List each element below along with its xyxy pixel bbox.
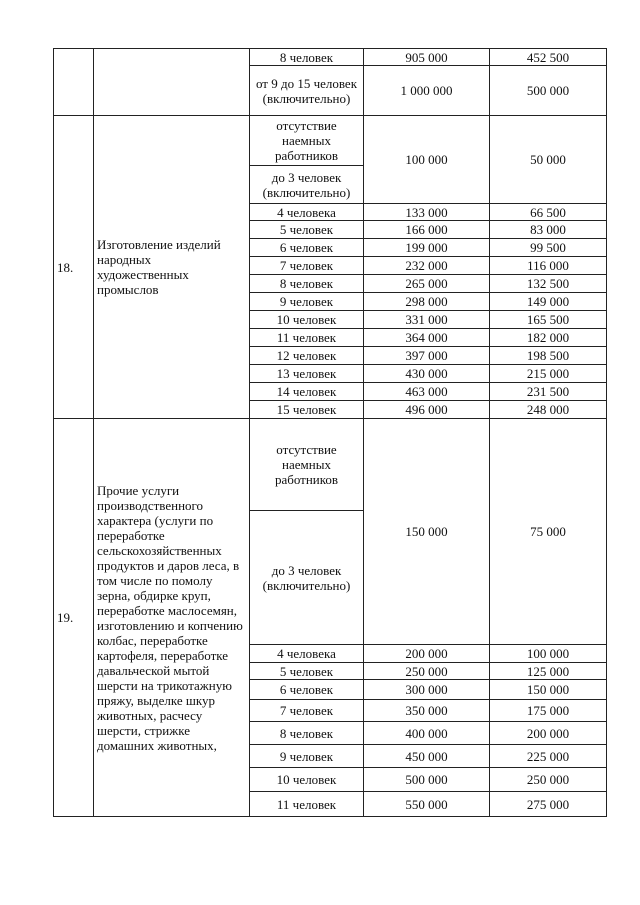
employees-cell: 6 человек xyxy=(250,680,364,700)
employees-cell: 9 человек xyxy=(250,745,364,768)
employees-cell: 11 человек xyxy=(250,329,364,347)
employees-cell: 12 человек xyxy=(250,347,364,365)
item-name: Изготовление изделий народных художественных промыслов xyxy=(94,116,250,419)
employees-cell: 8 человек xyxy=(250,275,364,293)
half-amount-cell: 248 000 xyxy=(490,401,607,419)
employees-cell: до 3 человек (включительно) xyxy=(250,511,364,645)
amount-cell: 200 000 xyxy=(364,645,490,663)
employees-cell: 6 человек xyxy=(250,239,364,257)
amount-cell: 463 000 xyxy=(364,383,490,401)
half-amount-cell: 50 000 xyxy=(490,116,607,204)
employees-cell: отсутствие наемных работников xyxy=(250,419,364,511)
tariff-table xyxy=(53,48,607,817)
employees-cell: 11 человек xyxy=(250,792,364,817)
half-amount-cell: 175 000 xyxy=(490,700,607,722)
amount-cell: 265 000 xyxy=(364,275,490,293)
amount-cell: 300 000 xyxy=(364,680,490,700)
amount-cell: 331 000 xyxy=(364,311,490,329)
amount-cell: 364 000 xyxy=(364,329,490,347)
employees-cell: 15 человек xyxy=(250,401,364,419)
employees-cell: 8 человек xyxy=(250,49,364,66)
half-amount-cell: 182 000 xyxy=(490,329,607,347)
half-amount-cell: 100 000 xyxy=(490,645,607,663)
employees-cell: 5 человек xyxy=(250,663,364,680)
half-amount-cell: 149 000 xyxy=(490,293,607,311)
amount-cell: 1 000 000 xyxy=(364,66,490,116)
amount-cell: 400 000 xyxy=(364,722,490,745)
item-number: 19. xyxy=(54,419,94,817)
amount-cell: 550 000 xyxy=(364,792,490,817)
employees-cell: от 9 до 15 человек (включительно) xyxy=(250,66,364,116)
half-amount-cell: 66 500 xyxy=(490,204,607,221)
half-amount-cell: 132 500 xyxy=(490,275,607,293)
half-amount-cell: 250 000 xyxy=(490,768,607,792)
half-amount-cell: 275 000 xyxy=(490,792,607,817)
amount-cell: 150 000 xyxy=(364,419,490,645)
employees-cell: 9 человек xyxy=(250,293,364,311)
amount-cell: 450 000 xyxy=(364,745,490,768)
amount-cell: 397 000 xyxy=(364,347,490,365)
half-amount-cell: 116 000 xyxy=(490,257,607,275)
employees-cell: 7 человек xyxy=(250,700,364,722)
half-amount-cell: 165 500 xyxy=(490,311,607,329)
amount-cell: 166 000 xyxy=(364,221,490,239)
half-amount-cell: 150 000 xyxy=(490,680,607,700)
item-number-cell xyxy=(54,49,94,116)
amount-cell: 298 000 xyxy=(364,293,490,311)
amount-cell: 100 000 xyxy=(364,116,490,204)
employees-cell: отсутствие наемных работников xyxy=(250,116,364,166)
half-amount-cell: 225 000 xyxy=(490,745,607,768)
amount-cell: 350 000 xyxy=(364,700,490,722)
employees-cell: 4 человека xyxy=(250,204,364,221)
employees-cell: 4 человека xyxy=(250,645,364,663)
employees-cell: 7 человек xyxy=(250,257,364,275)
table-row xyxy=(54,49,607,66)
employees-cell: 10 человек xyxy=(250,311,364,329)
half-amount-cell: 125 000 xyxy=(490,663,607,680)
half-amount-cell: 198 500 xyxy=(490,347,607,365)
amount-cell: 496 000 xyxy=(364,401,490,419)
half-amount-cell: 452 500 xyxy=(490,49,607,66)
employees-cell: 14 человек xyxy=(250,383,364,401)
table-row xyxy=(54,116,607,166)
half-amount-cell: 99 500 xyxy=(490,239,607,257)
employees-cell: до 3 человек (включительно) xyxy=(250,166,364,204)
amount-cell: 199 000 xyxy=(364,239,490,257)
amount-cell: 430 000 xyxy=(364,365,490,383)
amount-cell: 133 000 xyxy=(364,204,490,221)
amount-cell: 232 000 xyxy=(364,257,490,275)
employees-cell: 13 человек xyxy=(250,365,364,383)
item-name-cell xyxy=(94,49,250,116)
item-name: Прочие услуги производственного характера (услуги по переработке сельскохозяйственных продуктов и даров леса, в том числе по помолу зерна, обдирке круп, переработке маслосемян, изготовлению и копчению колбас, переработке картофеля, переработке давальческой мытой шерсти на трикотажную пряжу, выделке шкур животных, расчесу шерсти, стрижке домашних животных, xyxy=(94,419,250,817)
amount-cell: 500 000 xyxy=(364,768,490,792)
amount-cell: 250 000 xyxy=(364,663,490,680)
half-amount-cell: 500 000 xyxy=(490,66,607,116)
half-amount-cell: 75 000 xyxy=(490,419,607,645)
table-row xyxy=(54,419,607,511)
half-amount-cell: 215 000 xyxy=(490,365,607,383)
item-number: 18. xyxy=(54,116,94,419)
half-amount-cell: 200 000 xyxy=(490,722,607,745)
employees-cell: 10 человек xyxy=(250,768,364,792)
employees-cell: 5 человек xyxy=(250,221,364,239)
employees-cell: 8 человек xyxy=(250,722,364,745)
half-amount-cell: 231 500 xyxy=(490,383,607,401)
amount-cell: 905 000 xyxy=(364,49,490,66)
half-amount-cell: 83 000 xyxy=(490,221,607,239)
